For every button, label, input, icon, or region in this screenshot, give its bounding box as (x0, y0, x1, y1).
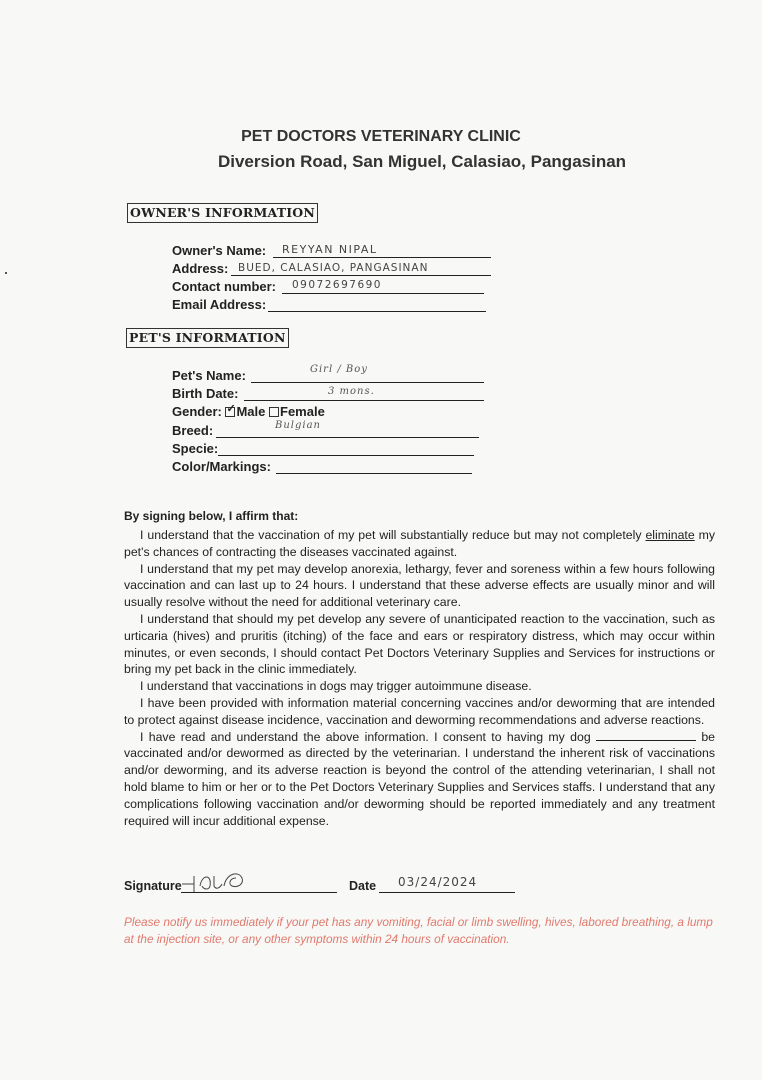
pet-name-label: Pet's Name: (172, 368, 246, 383)
consent-paragraph-3: I understand that should my pet develop any severe of unanticipated reaction to the vaccination, such as urticaria (hives) and pruritis (itching) of the face and ears or respiratory distress, which may occur within minutes, or even seconds, I should contact Pet Doctors Veterinary Supplies and Services for instructions or bring my pet back in the clinic immediately. (124, 611, 715, 677)
owner-email-line[interactable] (268, 311, 486, 312)
consent-paragraph-4: I understand that vaccinations in dogs may trigger autoimmune disease. (140, 679, 532, 694)
owner-name-value: REYYAN NIPAL (282, 243, 378, 256)
clinic-name: PET DOCTORS VETERINARY CLINIC (241, 128, 521, 145)
pet-color-line[interactable] (276, 473, 472, 474)
gender-female-checkbox[interactable] (269, 407, 279, 417)
consent-paragraph-1: I understand that the vaccination of my pet will substantially reduce but may not completely eliminate my pet's chances of contracting the diseases vaccinated against. (124, 528, 716, 559)
consent-body (124, 527, 715, 829)
gender-male-label: Male (236, 404, 266, 419)
owner-name-line[interactable] (273, 257, 491, 258)
gender-female-label: Female (280, 404, 325, 419)
clinic-address: Diversion Road, San Miguel, Calasiao, Pangasinan (217, 152, 627, 171)
gender-male-checkbox[interactable] (225, 407, 235, 417)
consent-paragraph-2: I understand that my pet may develop anorexia, lethargy, fever and soreness within a few hours following vaccination and can last up to 24 hours. I understand that these adverse effects are usually minor and will usually resolve without the need for additional veterinary care. (124, 561, 715, 610)
pet-gender-row (172, 404, 325, 419)
signature-mark (180, 864, 260, 894)
owner-address-line[interactable] (231, 275, 491, 276)
owner-contact-line[interactable] (282, 293, 484, 294)
signature-label: Signature (124, 879, 182, 893)
owner-section-title: OWNER'S INFORMATION (127, 203, 318, 223)
pet-section-title: PET'S INFORMATION (126, 328, 289, 348)
dog-name-blank[interactable] (596, 730, 696, 741)
pet-birth-value: 3 mons. (328, 386, 375, 397)
pet-birth-label: Birth Date: (172, 386, 239, 401)
date-value: 03/24/2024 (398, 875, 478, 889)
owner-contact-value: 09072697690 (292, 279, 382, 291)
pet-name-value: Girl / Boy (310, 364, 368, 375)
owner-address-value: BUED, CALASIAO, PANGASINAN (238, 262, 429, 274)
owner-contact-label: Contact number: (172, 279, 276, 294)
scan-mark (5, 272, 7, 274)
consent-heading: By signing below, I affirm that: (124, 509, 299, 523)
owner-name-label: Owner's Name: (172, 243, 267, 258)
pet-breed-value: Bulgian (275, 420, 321, 431)
date-line[interactable] (379, 892, 515, 893)
pet-birth-line[interactable] (244, 400, 484, 401)
pet-specie-line[interactable] (218, 455, 474, 456)
pet-breed-line[interactable] (216, 437, 479, 438)
pet-color-label: Color/Markings: (172, 459, 271, 474)
date-label: Date (349, 879, 377, 893)
pet-specie-label: Specie: (172, 441, 219, 456)
pet-gender-label: Gender: (172, 404, 222, 419)
owner-email-label: Email Address: (172, 297, 267, 312)
eliminate-underlined: eliminate (645, 528, 695, 542)
consent-paragraph-5: I have been provided with information material concerning vaccines and/or deworming that are intended to protect against disease incidence, vaccination and deworming recommendations and adverse reactions. (124, 695, 715, 727)
owner-address-label: Address: (172, 261, 229, 276)
footer-note: Please notify us immediately if your pet has any vomiting, facial or limb swelling, hives, labored breathing, a lump at the injection site, or any other symptoms within 24 hours of vaccination. (124, 915, 713, 946)
pet-name-line[interactable] (251, 382, 484, 383)
consent-paragraph-6: I have read and understand the above information. I consent to having my dog be vaccinated and/or dewormed as directed by the veterinarian. I understand the inherent risk of vaccinations and/or deworming, and its adverse reaction is beyond the control of the attending veterinarian, I shall not hold blame to him or her or to the Pet Doctors Veterinary Supplies and Services staffs. I understand that any complications following vaccination and/or deworming should be reported immediately and any treatment required will incur additional expense. (124, 729, 715, 828)
pet-breed-label: Breed: (172, 423, 214, 438)
